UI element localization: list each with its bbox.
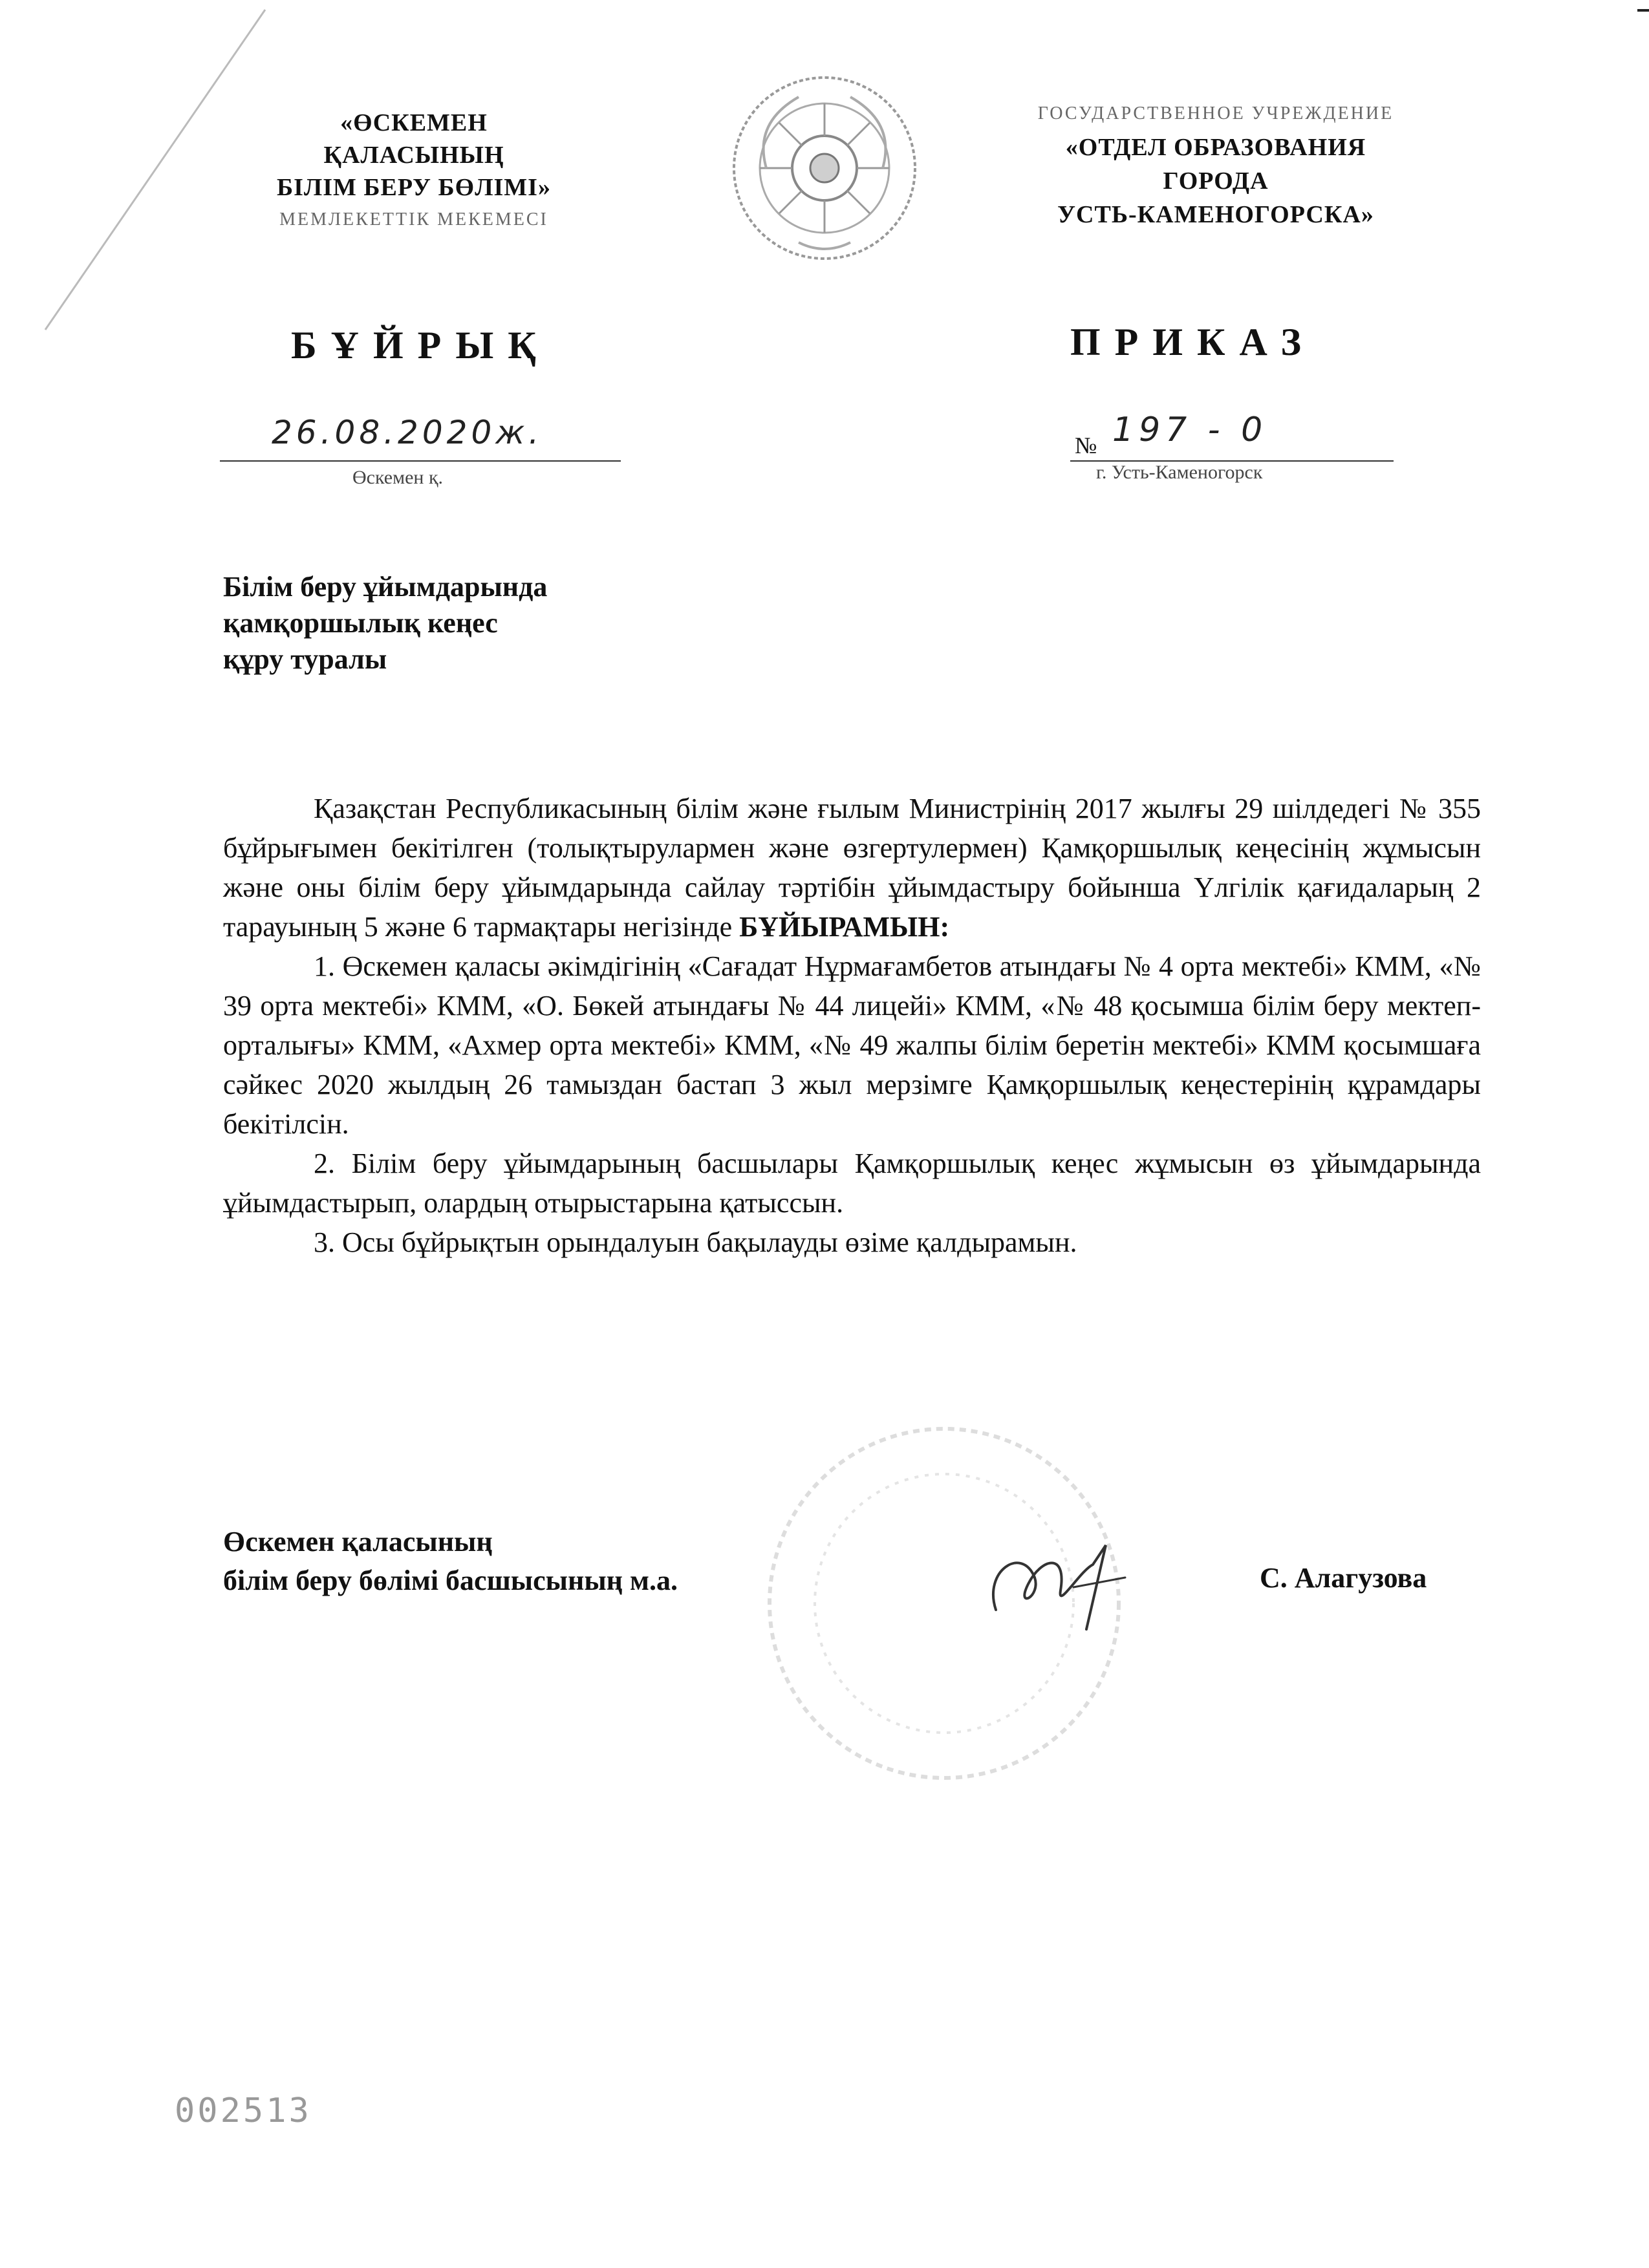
city-ru: г. Усть-Каменогорск — [1096, 462, 1263, 483]
preamble-text: Қазақстан Республикасының білім және ғылым Министрінің 2017 жылғы 29 шілдедегі № 355 бұйрығымен бекітілген (толықтырулармен және өзгертулермен) Қамқоршылық кеңесінің жұмысын және оны білім беру ұйымдарында сайлау тәртібін ұйымдастыру бойынша Үлгілік қағидаларың 2 тарауының 5 және 6 тармақтары негізінде — [223, 793, 1481, 943]
subject-line2: қамқоршылық кеңес — [223, 607, 498, 639]
order-number-handwritten: 197 - 0 — [1112, 411, 1268, 449]
kazakhstan-emblem-icon — [727, 71, 921, 265]
header-right-ru — [964, 97, 1468, 231]
header-right-line3: ГОРОДА — [1163, 167, 1269, 195]
order-body — [223, 789, 1481, 1262]
signatory-title-line1: Өскемен қаласының — [223, 1526, 493, 1557]
doc-type-kz: БҰЙРЫҚ — [291, 324, 550, 367]
order-word: БҰЙЫРАМЫН: — [739, 911, 950, 943]
header-right-line4: УСТЬ-КАМЕНОГОРСКА» — [1057, 201, 1374, 228]
document-serial: 002513 — [175, 2091, 312, 2130]
order-item-2: 2. Білім беру ұйымдарының басшылары Қамқоршылық кеңес жұмысын өз ұйымдарында ұйымдастырып, олардың отырыстарына қатыссын. — [223, 1148, 1481, 1219]
date-handwritten: 26.08.2020ж. — [272, 414, 543, 451]
header-right-line2: «ОТДЕЛ ОБРАЗОВАНИЯ — [1065, 134, 1366, 161]
order-subject — [223, 569, 805, 678]
handwritten-signature-icon — [976, 1532, 1145, 1636]
header-right-line1: ГОСУДАРСТВЕННОЕ УЧРЕЖДЕНИЕ — [1037, 103, 1394, 123]
signatory-title-line2: білім беру бөлімі басшысының м.а. — [223, 1565, 678, 1596]
number-sign: № — [1075, 433, 1097, 458]
header-left-line3: БІЛІМ БЕРУ БӨЛІМІ» — [277, 174, 551, 201]
order-item-3: 3. Осы бұйрықтын орындалуын бақылауды өзіме қалдырамын. — [314, 1226, 1077, 1258]
doc-type-ru: ПРИКАЗ — [1070, 321, 1316, 363]
header-left-line4: МЕМЛЕКЕТТІК МЕКЕМЕСІ — [279, 209, 548, 230]
signatory-title — [223, 1523, 678, 1600]
city-kz: Өскемен қ. — [352, 467, 444, 488]
signatory-name: С. Алагузова — [1260, 1562, 1427, 1594]
preamble-paragraph — [223, 789, 1481, 947]
subject-line3: құру туралы — [223, 643, 387, 675]
header-left-line1: «ӨСКЕМЕН — [340, 109, 488, 136]
edge-mark — [1637, 9, 1649, 12]
subject-line1: Білім беру ұйымдарында — [223, 571, 548, 603]
order-item-1: 1. Өскемен қаласы әкімдігінің «Сағадат Нұрмағамбетов атындағы № 4 орта мектебі» КММ, «№ 39 орта мектебі» КММ, «О. Бөкей атындағы № 44 лицейі» КММ, «№ 48 қосымша білім беру мектеп-орталығы» КММ, «Ахмер орта мектебі» КММ, «№ 49 жалпы білім беретін мектебі» КММ қосымшаға сәйкес 2020 жылдың 26 тамыздан бастап 3 жыл мерзімге Қамқоршылық кеңестерінің құрамдары бекітілсін. — [223, 950, 1481, 1140]
header-left-line2: ҚАЛАСЫНЫҢ — [323, 142, 504, 169]
header-left-kz — [213, 107, 614, 236]
